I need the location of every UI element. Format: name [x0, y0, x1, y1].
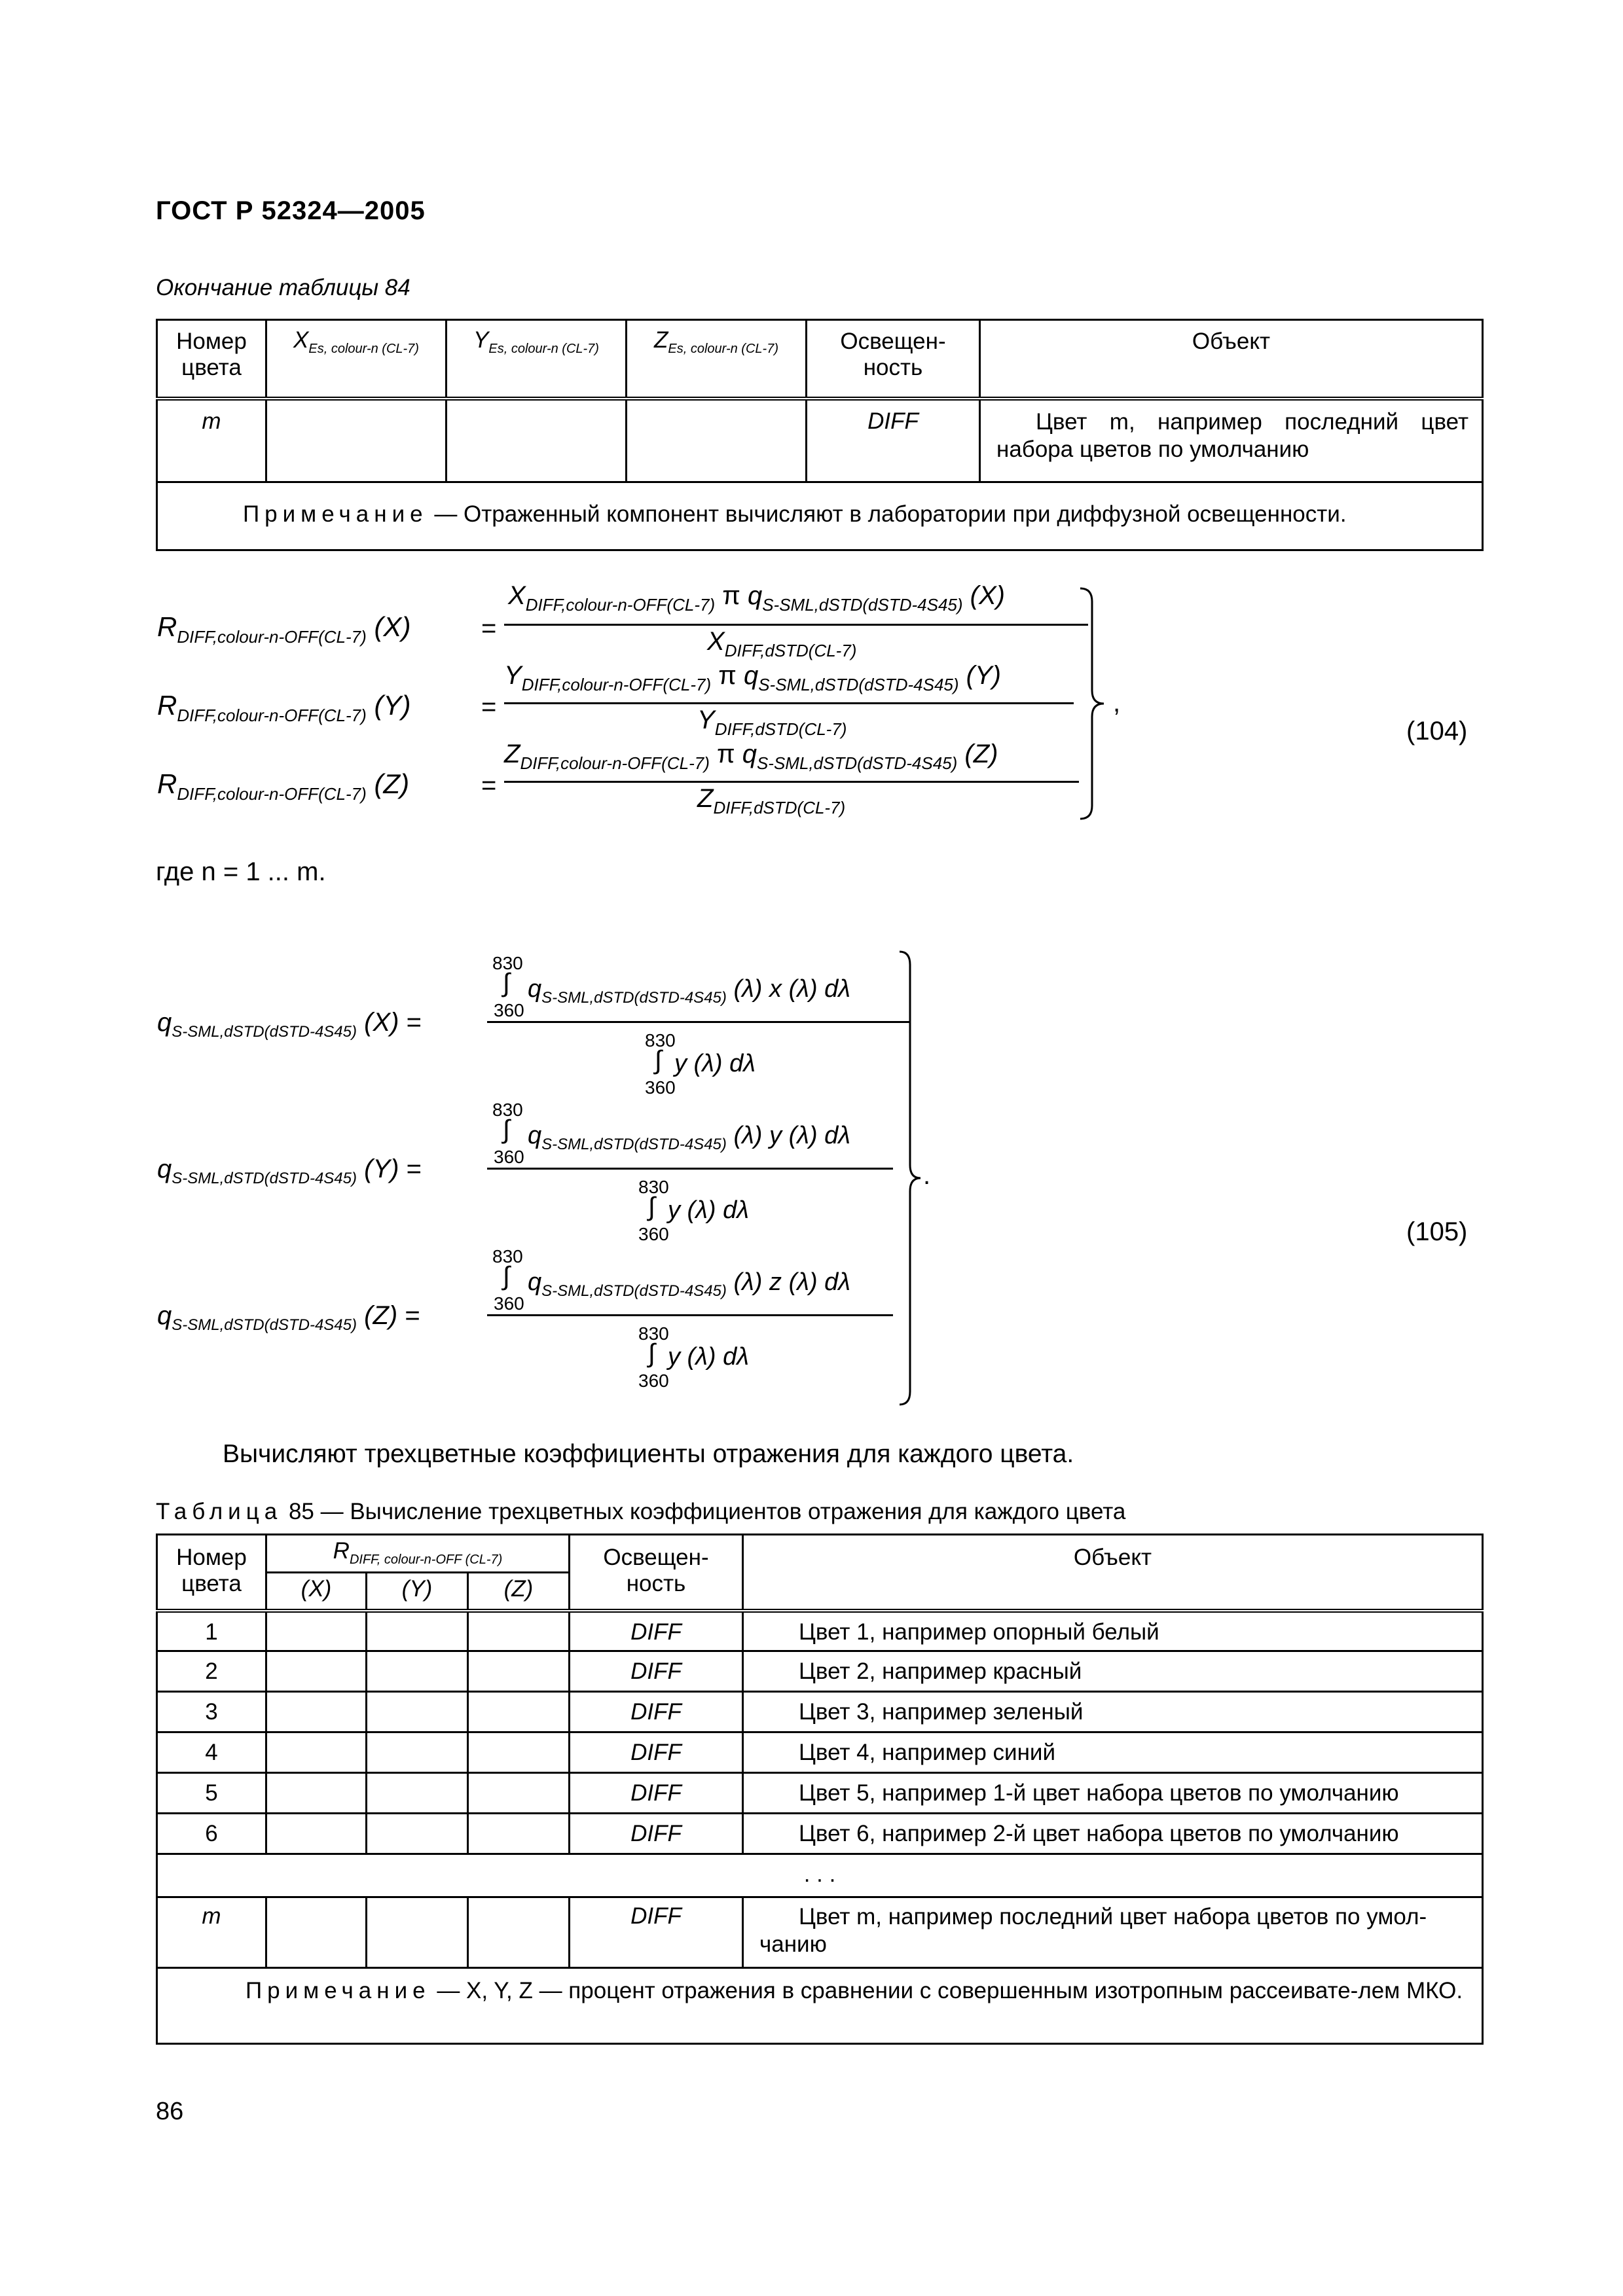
table84-note: Примечание — Отраженный компонент вычисляют в лаборатории при диффузной освещенности. [157, 482, 1483, 550]
table85-cell-illum: DIFF [570, 1692, 743, 1732]
table84-header-x: $X_{Es, colour-n (CL-7)}$ [266, 320, 447, 399]
table85-caption: Таблица 85 — Вычисление трехцветных коэффициентов отражения для каждого цвета [156, 1499, 1126, 1524]
eq105-line2-lhs: $q_{S-SML,dSTD(dSTD-4S45)}$ (Y) = [157, 1155, 422, 1187]
eq104-line2-equals: = [481, 692, 497, 721]
table85-header-row-1 [157, 1535, 1483, 1573]
table84-cell-num: m [157, 399, 266, 482]
table84-note-row [157, 482, 1483, 550]
table85-ellipsis: . . . [157, 1854, 1483, 1897]
table85-cell-y [367, 1814, 468, 1854]
table85-cell-y [367, 1773, 468, 1814]
table85-cell-num: 4 [157, 1732, 266, 1773]
eq104-line3-lhs: $R_{DIFF,colour-n-OFF(CL-7)}$ (Z) [157, 768, 410, 804]
eq105-line1-upper-limit: 830 [492, 953, 523, 973]
eq105-line1-integral: ∫ [503, 969, 510, 997]
table85-cell-z [468, 1692, 570, 1732]
eq105-line3-fraction-bar [487, 1314, 893, 1316]
table84-header-num: Номер цвета [157, 320, 266, 399]
table-85 [156, 1534, 1484, 2045]
table85-header-r: $R_{DIFF, colour-n-OFF (CL-7)}$ [266, 1535, 570, 1573]
eq104-line2-denominator: $Y_{DIFF,dSTD(CL-7)}$ [697, 706, 847, 739]
table85-header-illum: Освещен-ность [570, 1535, 743, 1611]
eq104-line2-numerator: $Y_{DIFF,colour-n-OFF(CL-7)}$ π $q_{S-SML,dSTD(dSTD-4S45)}$ (Y) [504, 661, 1001, 694]
table85-cell-illum: DIFF [570, 1732, 743, 1773]
table85-cell-z [468, 1814, 570, 1854]
table84-cell-illum: DIFF [807, 399, 980, 482]
eq105-line2-upper-limit: 830 [492, 1100, 523, 1120]
table84-header-y: $Y_{Es, colour-n (CL-7)}$ [447, 320, 627, 399]
table85-header-y: (Y) [367, 1573, 468, 1611]
table85-last-row [157, 1897, 1483, 1968]
table85-cell-z [468, 1897, 570, 1968]
page-number: 86 [156, 2098, 184, 2125]
table85-header-z: (Z) [468, 1573, 570, 1611]
table85-cell-illum: DIFF [570, 1897, 743, 1968]
eq104-number: (104) [1406, 717, 1468, 745]
table85-cell-z [468, 1651, 570, 1692]
table84-header-illum: Освещен-ность [807, 320, 980, 399]
eq105-line3-numerator: $q_{S-SML,dSTD(dSTD-4S45)}$ (λ) z (λ) dλ [528, 1268, 850, 1300]
table85-row [157, 1773, 1483, 1814]
table85-cell-num: m [157, 1897, 266, 1968]
eq105-line2-den-integral: ∫ [648, 1193, 655, 1221]
table84-header-object: Объект [980, 320, 1483, 399]
table85-ellipsis-row [157, 1854, 1483, 1897]
table85-row [157, 1692, 1483, 1732]
eq105-trailing-period: . [923, 1161, 931, 1190]
table85-row [157, 1611, 1483, 1651]
eq105-line2-numerator: $q_{S-SML,dSTD(dSTD-4S45)}$ (λ) y (λ) dλ [528, 1122, 850, 1153]
eq105-line1-den-lower: 360 [645, 1077, 676, 1098]
table84-row [157, 399, 1483, 482]
eq105-line3-den-upper: 830 [638, 1323, 669, 1344]
table85-note-row [157, 1968, 1483, 2044]
eq105-line3-upper-limit: 830 [492, 1246, 523, 1266]
table85-header-num: Номер цвета [157, 1535, 266, 1611]
eq104-line3-fraction-bar [504, 781, 1079, 783]
eq105-line1-lhs: $q_{S-SML,dSTD(dSTD-4S45)}$ (X) = [157, 1008, 422, 1041]
eq105-line3-den-integral: ∫ [648, 1339, 655, 1368]
table85-cell-illum: DIFF [570, 1651, 743, 1692]
table85-cell-x [266, 1651, 367, 1692]
eq105-line3-lower-limit: 360 [494, 1293, 524, 1314]
table85-cell-num: 3 [157, 1692, 266, 1732]
eq104-line1-lhs: $R_{DIFF,colour-n-OFF(CL-7)}$ (X) [157, 611, 411, 647]
table85-cell-z [468, 1732, 570, 1773]
eq105-line3-den-lower: 360 [638, 1371, 669, 1391]
table85-cell-y [367, 1651, 468, 1692]
eq104-line1-fraction-bar [504, 624, 1088, 626]
eq104-line3-denominator: $Z_{DIFF,dSTD(CL-7)}$ [697, 784, 846, 817]
eq105-line3-integral: ∫ [503, 1262, 510, 1291]
eq105-line2-integral: ∫ [503, 1115, 510, 1144]
table85-cell-object: Цвет 5, например 1-й цвет набора цветов по умолчанию [743, 1773, 1483, 1814]
eq105-line3-denominator: y (λ) dλ [668, 1343, 749, 1371]
eq105-line2-fraction-bar [487, 1168, 893, 1170]
eq105-line1-denominator: y (λ) dλ [674, 1050, 756, 1077]
eq104-line3-numerator: $Z_{DIFF,colour-n-OFF(CL-7)}$ π $q_{S-SML,dSTD(dSTD-4S45)}$ (Z) [504, 740, 998, 773]
eq104-trailing-comma: , [1113, 689, 1121, 717]
document-header: ГОСТ Р 52324—2005 [156, 196, 426, 225]
table85-note: Примечание — X, Y, Z — процент отражения в сравнении с совершенным изотропным рассеивате-лем МКО. [157, 1968, 1483, 2044]
table85-cell-z [468, 1773, 570, 1814]
table85-cell-y [367, 1897, 468, 1968]
table85-cell-x [266, 1897, 367, 1968]
table84-header-z: $Z_{Es, colour-n (CL-7)}$ [627, 320, 807, 399]
eq105-line1-numerator: $q_{S-SML,dSTD(dSTD-4S45)}$ (λ) x (λ) dλ [528, 975, 850, 1007]
table85-cell-y [367, 1611, 468, 1651]
table85-cell-z [468, 1611, 570, 1651]
table85-cell-object: Цвет 3, например зеленый [743, 1692, 1483, 1732]
eq104-line2-fraction-bar [504, 702, 1074, 704]
eq105-line1-fraction-bar [487, 1021, 909, 1023]
eq105-line2-denominator: y (λ) dλ [668, 1196, 749, 1224]
eq105-line1-lower-limit: 360 [494, 1000, 524, 1020]
eq104-line3-equals: = [481, 771, 497, 800]
eq105-line2-lower-limit: 360 [494, 1147, 524, 1167]
table85-cell-num: 5 [157, 1773, 266, 1814]
table85-row [157, 1732, 1483, 1773]
eq104-line1-numerator: $X_{DIFF,colour-n-OFF(CL-7)}$ π $q_{S-SML,dSTD(dSTD-4S45)}$ (X) [508, 581, 1005, 615]
where-text: где n = 1 ... m. [156, 857, 326, 886]
table85-header-object: Объект [743, 1535, 1483, 1611]
table85-cell-num: 2 [157, 1651, 266, 1692]
table85-cell-object: Цвет 1, например опорный белый [743, 1611, 1483, 1651]
table85-cell-illum: DIFF [570, 1773, 743, 1814]
table84-cell-y [447, 399, 627, 482]
eq104-line1-equals: = [481, 614, 497, 643]
eq105-number: (105) [1406, 1217, 1468, 1246]
table85-cell-x [266, 1773, 367, 1814]
table85-cell-illum: DIFF [570, 1611, 743, 1651]
table84-header-row [157, 320, 1483, 399]
eq105-line1-den-upper: 830 [645, 1030, 676, 1050]
table85-cell-num: 1 [157, 1611, 266, 1651]
table85-row [157, 1814, 1483, 1854]
table84-cell-x [266, 399, 447, 482]
eq105-line3-lhs: $q_{S-SML,dSTD(dSTD-4S45)}$ (Z) = [157, 1301, 420, 1334]
eq104-line1-denominator: $X_{DIFF,dSTD(CL-7)}$ [707, 627, 857, 660]
table85-header-x: (X) [266, 1573, 367, 1611]
eq105-line2-den-lower: 360 [638, 1224, 669, 1244]
table85-cell-object: Цвет 4, например синий [743, 1732, 1483, 1773]
table85-cell-y [367, 1692, 468, 1732]
table85-cell-x [266, 1692, 367, 1732]
eq104-line2-lhs: $R_{DIFF,colour-n-OFF(CL-7)}$ (Y) [157, 690, 411, 725]
table-84 [156, 319, 1484, 551]
body-paragraph: Вычисляют трехцветные коэффициенты отражения для каждого цвета. [223, 1440, 1074, 1468]
table85-cell-object: Цвет 2, например красный [743, 1651, 1483, 1692]
table85-cell-num: 6 [157, 1814, 266, 1854]
eq105-line2-den-upper: 830 [638, 1177, 669, 1197]
table84-cell-z [627, 399, 807, 482]
table84-caption: Окончание таблицы 84 [156, 275, 410, 300]
table84-cell-object: Цвет m, например последний цвет набора цветов по умолчанию [980, 399, 1483, 482]
table85-cell-y [367, 1732, 468, 1773]
eq105-line1-den-integral: ∫ [655, 1046, 662, 1075]
eq104-right-brace [1078, 586, 1117, 821]
table85-row [157, 1651, 1483, 1692]
table85-cell-x [266, 1814, 367, 1854]
table85-cell-object: Цвет m, например последний цвет набора цветов по умол-чанию [743, 1897, 1483, 1968]
table85-cell-illum: DIFF [570, 1814, 743, 1854]
table85-cell-x [266, 1611, 367, 1651]
table85-cell-x [266, 1732, 367, 1773]
table85-cell-object: Цвет 6, например 2-й цвет набора цветов по умолчанию [743, 1814, 1483, 1854]
